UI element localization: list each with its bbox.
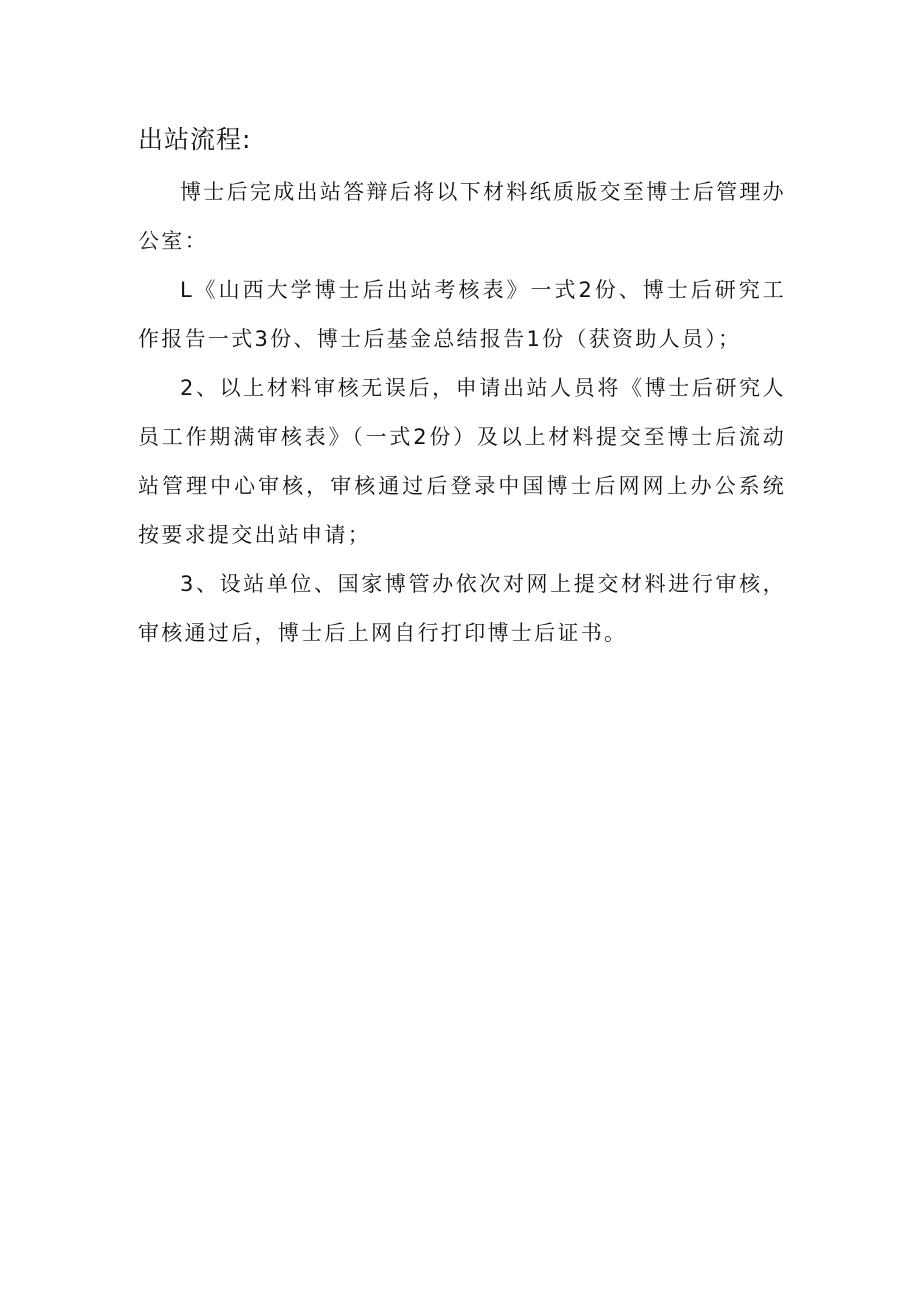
paragraph-intro: 博士后完成出站答辩后将以下材料纸质版交至博士后管理办公室： bbox=[138, 180, 786, 253]
paragraph-step-1: L《山西大学博士后出站考核表》一式2份、博士后研究工作报告一式3份、博士后基金总结报告1份（获资助人员）； bbox=[138, 278, 786, 351]
paragraph-step-2: 2、以上材料审核无误后，申请出站人员将《博士后研究人员工作期满审核表》（一式2份）及以上材料提交至博士后流动站管理中心审核，审核通过后登录中国博士后网网上办公系统按要求提交出站申请； bbox=[138, 376, 786, 547]
section-title: 出站流程: bbox=[138, 125, 252, 154]
document-page bbox=[138, 118, 786, 658]
paragraph-step-3: 3、设站单位、国家博管办依次对网上提交材料进行审核，审核通过后，博士后上网自行打印博士后证书。 bbox=[138, 572, 786, 645]
